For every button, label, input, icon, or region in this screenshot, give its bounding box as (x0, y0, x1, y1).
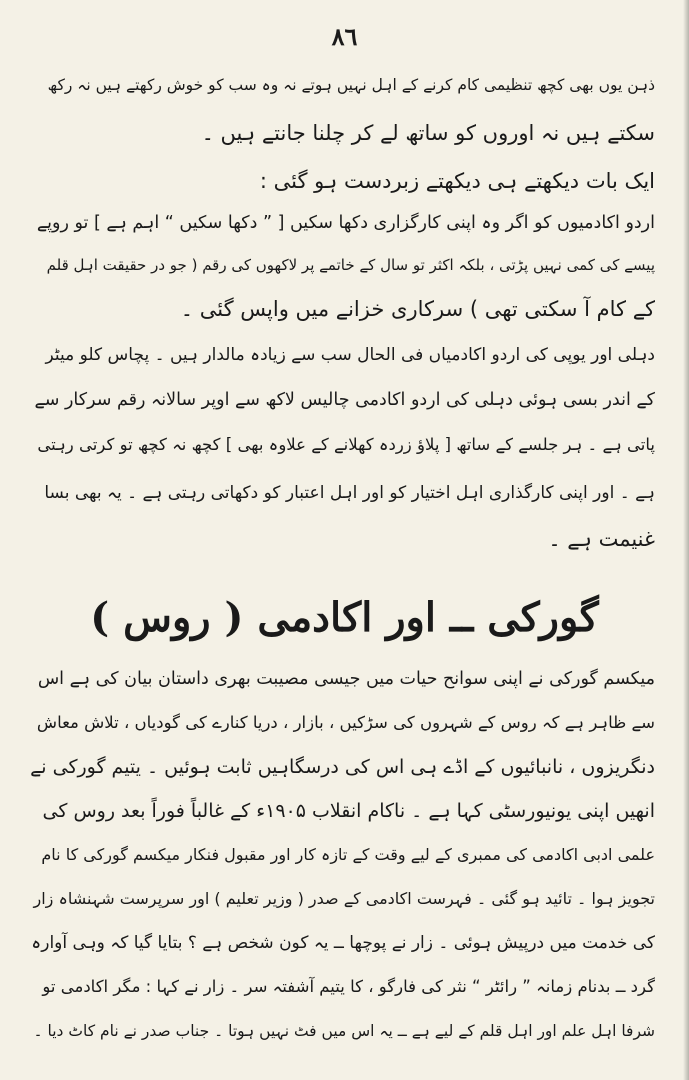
page-number: ٨٦ (331, 22, 358, 51)
text-line: ذہن یوں بھی کچھ تنظیمی کام کرنے کے اہل نہیں ہوتے نہ وہ سب کو خوش رکھتے ہیں نہ رکھ (47, 76, 655, 94)
text-line: انھیں اپنی یونیورسٹی کہا ہے ۔ ناکام انقلاب ۱۹۰۵ء کے غالباً فوراً بعد روس کی (42, 800, 655, 822)
section-heading: گورکی ــ اور اکادمی ( روس ) (90, 594, 599, 641)
text-line: سکتے ہیں نہ اوروں کو ساتھ لے کر چلنا جانتے ہیں ۔ (201, 121, 655, 145)
text-line: کے کام آ سکتی تھی ) سرکاری خزانے میں واپس گئی ۔ (180, 297, 655, 321)
text-line: گرد ــ بدنام زمانہ ” رائٹر “ نثر کی فارگو ، کا یتیم آشفتہ سر ۔ زار نے کہا : مگر اکادمی تو (42, 977, 655, 996)
text-line: علمی ادبی اکادمی کی ممبری کے لیے وقت کے تازہ کار اور مقبول فنکار میکسم گورکی کا نام (41, 845, 655, 864)
text-line: غنیمت ہے ۔ (548, 527, 655, 551)
text-line: کی خدمت میں درپیش ہوئی ۔ زار نے پوچھا ــ یہ کون شخص ہے ؟ بتایا گیا کہ وہی آوارہ (31, 933, 655, 953)
text-line: شرفا اہل علم اور اہل قلم کے لیے ہے ــ یہ اس میں فٹ نہیں ہوتا ۔ جناب صدر نے نام کاٹ دیا ۔ (33, 1022, 655, 1040)
text-line: پاتی ہے ۔ ہر جلسے کے ساتھ [ پلاؤ زردہ کھلانے کے علاوہ بھی ] کچھ نہ کچھ تو کرتی رہتی (37, 435, 655, 454)
text-line: سے ظاہر ہے کہ روس کے شہروں کی سڑکیں ، بازار ، دریا کنارے کی گودیاں ، تلاش معاش (36, 713, 655, 732)
text-line: ہے ۔ اور اپنی کارگذاری اہل اختیار کو اور اہل اعتبار کو دکھاتی رہتی ہے ۔ یہ بھی بسا (44, 483, 655, 503)
text-line: کے اندر بسی ہوئی دہلی کی اردو اکادمی چالیس لاکھ سے اوپر سالانہ رقم سرکار سے (34, 390, 655, 410)
text-line: پیسے کی کمی نہیں پڑتی ، بلکہ اکثر تو سال کے خاتمے پر لاکھوں کی رقم ( جو در حقیقت اہل قلم (46, 256, 655, 274)
text-line: دنگریزوں ، نانبائیوں کے اڈے ہی اس کی درسگاہیں ثابت ہوئیں ۔ یتیم گورکی نے (30, 756, 655, 778)
page-edge-shadow (683, 0, 689, 1080)
text-line: اردو اکادمیوں کو اگر وہ اپنی کارگزاری دکھا سکیں [ ” دکھا سکیں “ اہم ہے ] تو روپے (36, 213, 655, 233)
text-line: تجویز ہوا ۔ تائید ہو گئی ۔ فہرست اکادمی کے صدر ( وزیر تعلیم ) اور سرپرست شہنشاہ زار (33, 889, 655, 908)
text-line: دہلی اور یوپی کی اردو اکادمیاں فی الحال سب سے زیادہ مالدار ہیں ۔ پچاس کلو میٹر (45, 345, 655, 365)
text-line: ایک بات دیکھتے ہی دیکھتے زبردست ہو گئی : (259, 169, 655, 193)
text-line: میکسم گورکی نے اپنی سوانح حیات میں جیسی مصیبت بھری داستان بیان کی ہے اس (37, 669, 655, 689)
